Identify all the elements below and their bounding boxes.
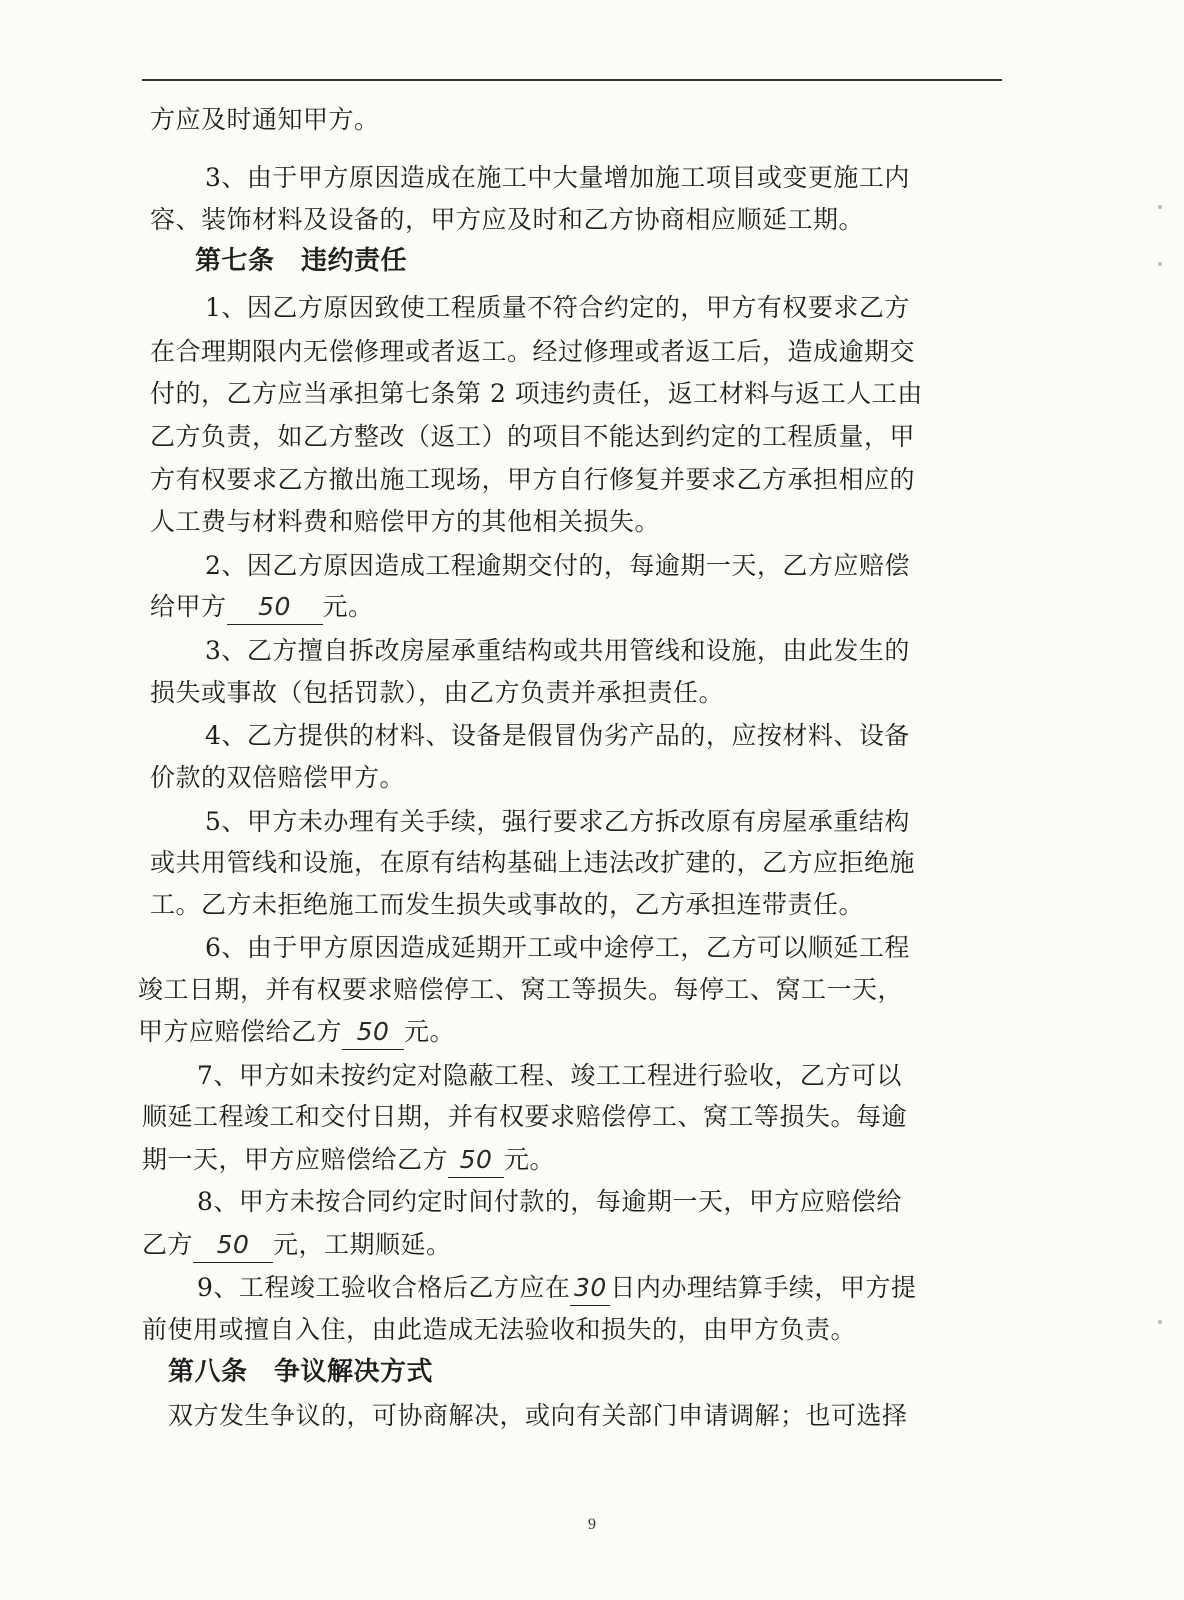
paragraph-line — [138, 1014, 455, 1050]
paragraph-line: 工。乙方未拒绝施工而发生损失或事故的，乙方承担连带责任。 — [150, 890, 865, 919]
paragraph-line: 顺延工程竣工和交付日期，并有权要求赔偿停工、窝工等损失。每逾 — [142, 1102, 908, 1131]
paragraph-line: 价款的双倍赔偿甲方。 — [150, 763, 406, 792]
paragraph-line — [142, 1227, 452, 1263]
section-heading-article-7: 第七条 违约责任 — [195, 246, 408, 276]
paragraph-line: 5、甲方未办理有关手续，强行要求乙方拆改原有房屋承重结构 — [205, 807, 910, 836]
paragraph-line: 3、由于甲方原因造成在施工中大量增加施工项目或变更施工内 — [205, 163, 910, 192]
paragraph-line: 损失或事故（包括罚款），由乙方负责并承担责任。 — [150, 678, 725, 707]
line-text: 元。 — [404, 1017, 456, 1046]
paragraph-line: 或共用管线和设施，在原有结构基础上违法改扩建的，乙方应拒绝施 — [150, 848, 916, 877]
paragraph-line: 4、乙方提供的材料、设备是假冒伪劣产品的，应按材料、设备 — [205, 721, 910, 750]
handwritten-amount: 50 — [448, 1145, 504, 1178]
paragraph-line: 方应及时通知甲方。 — [150, 105, 380, 134]
section-heading-article-8: 第八条 争议解决方式 — [168, 1357, 434, 1387]
paragraph-line: 6、由于甲方原因造成延期开工或中途停工，乙方可以顺延工程 — [205, 933, 910, 962]
paragraph-line: 在合理期限内无偿修理或者返工。经过修理或者返工后，造成逾期交 — [150, 337, 916, 366]
paragraph-line — [197, 1270, 916, 1306]
paragraph-line: 双方发生争议的，可协商解决，或向有关部门申请调解；也可选择 — [168, 1401, 908, 1430]
scan-speck — [1158, 262, 1162, 266]
paragraph-line: 7、甲方如未按约定对隐蔽工程、竣工工程进行验收，乙方可以 — [197, 1061, 902, 1090]
line-text: 元。 — [504, 1145, 556, 1174]
paragraph-line: 3、乙方擅自拆改房屋承重结构或共用管线和设施，由此发生的 — [205, 636, 910, 665]
paragraph-line: 人工费与材料费和赔偿甲方的其他相关损失。 — [150, 507, 661, 536]
handwritten-amount: 50 — [342, 1017, 404, 1050]
paragraph-line — [142, 1142, 555, 1178]
paragraph-line: 8、甲方未按合同约定时间付款的，每逾期一天，甲方应赔偿给 — [197, 1187, 902, 1216]
line-text: 元，工期顺延。 — [273, 1230, 452, 1259]
line-text: 期一天，甲方应赔偿给乙方 — [142, 1145, 449, 1174]
scan-speck — [1158, 1320, 1162, 1324]
line-text: 乙方 — [142, 1230, 194, 1259]
paragraph-line: 竣工日期，并有权要求赔偿停工、窝工等损失。每停工、窝工一天， — [138, 975, 904, 1004]
paragraph-line: 付的，乙方应当承担第七条第 2 项违约责任，返工材料与返工人工由 — [150, 379, 923, 408]
paragraph-line: 方有权要求乙方撤出施工现场，甲方自行修复并要求乙方承担相应的 — [150, 465, 916, 494]
page-number: 9 — [588, 1516, 596, 1533]
paragraph-line — [150, 589, 374, 625]
handwritten-amount: 50 — [193, 1230, 273, 1263]
line-text: 元。 — [322, 592, 374, 621]
paragraph-line: 1、因乙方原因致使工程质量不符合约定的，甲方有权要求乙方 — [205, 293, 910, 322]
paragraph-line: 乙方负责，如乙方整改（返工）的项目不能达到约定的工程质量，甲 — [150, 422, 916, 451]
scan-speck — [1158, 205, 1162, 209]
line-text: 9、工程竣工验收合格后乙方应在 — [197, 1273, 571, 1302]
line-text: 日内办理结算手续，甲方提 — [610, 1273, 917, 1302]
header-rule — [142, 79, 1002, 81]
line-text: 给甲方 — [150, 592, 227, 621]
paragraph-line: 2、因乙方原因造成工程逾期交付的，每逾期一天，乙方应赔偿 — [205, 551, 910, 580]
handwritten-days: 30 — [570, 1273, 610, 1306]
paragraph-line: 前使用或擅自入住，由此造成无法验收和损失的，由甲方负责。 — [142, 1315, 857, 1344]
handwritten-amount: 50 — [227, 592, 323, 625]
paragraph-line: 容、装饰材料及设备的，甲方应及时和乙方协商相应顺延工期。 — [150, 205, 865, 234]
line-text: 甲方应赔偿给乙方 — [138, 1017, 343, 1046]
